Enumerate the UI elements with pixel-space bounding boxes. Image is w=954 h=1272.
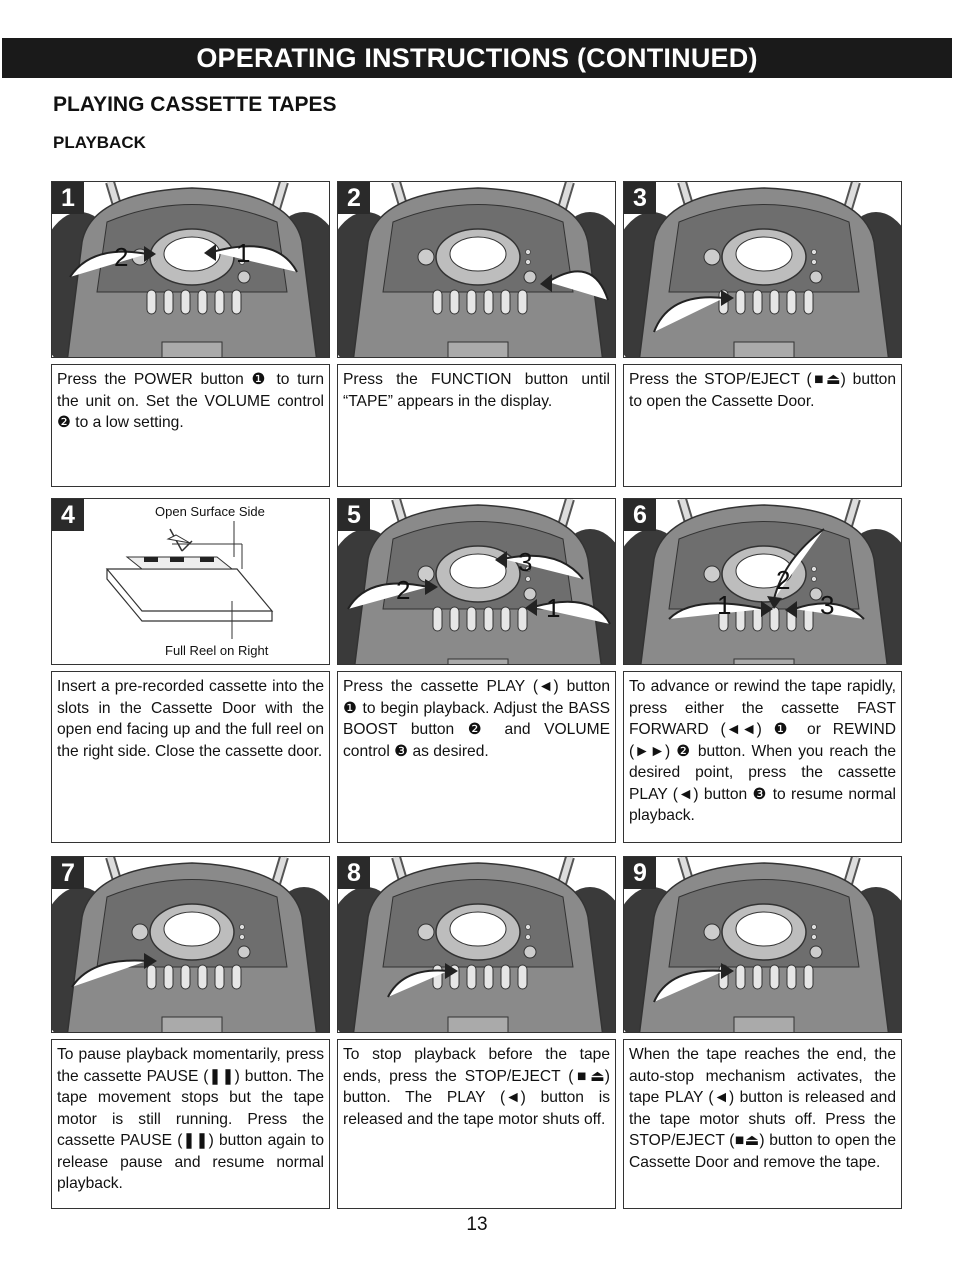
label-full-reel: Full Reel on Right xyxy=(165,643,269,658)
step-number: 5 xyxy=(338,499,370,531)
callout-1: 1 xyxy=(546,593,561,623)
step-9-text: When the tape reaches the end, the auto-stop mechanism activates, the tape PLAY (◄) button is released and the tape motor shuts off. Press the STOP/EJECT (■⏏) button to open the Cassette Door and remove the tape. xyxy=(623,1039,902,1209)
step-3-illustration xyxy=(623,181,902,358)
step-1-text: Press the POWER button ❶ to turn the unit on. Set the VOLUME control ❷ to a low setting. xyxy=(51,364,330,487)
step-number: 4 xyxy=(52,499,84,531)
step-3-text: Press the STOP/EJECT (■⏏) button to open the Cassette Door. xyxy=(623,364,902,487)
step-6-illustration xyxy=(623,498,902,665)
callout-1: 1 xyxy=(717,590,732,620)
step-2-text: Press the FUNCTION button until “TAPE” appears in the display. xyxy=(337,364,616,487)
step-number: 7 xyxy=(52,857,84,889)
page-number: 13 xyxy=(466,1214,488,1235)
step-5-text: Press the cassette PLAY (◄) button ❶ to begin playback. Adjust the BASS BOOST button ❷ and VOLUME control ❸ as desired. xyxy=(337,671,616,843)
callout-1: 1 xyxy=(236,238,251,268)
step-4-illustration xyxy=(51,498,330,665)
section-subtitle: PLAYBACK xyxy=(53,133,146,152)
step-4-text: Insert a pre-recorded cassette into the slots in the Cassette Door with the open end facing up and the full reel on the right side. Close the cassette door. xyxy=(51,671,330,843)
callout-3: 3 xyxy=(518,547,533,577)
page-header-banner: OPERATING INSTRUCTIONS (CONTINUED) xyxy=(2,38,952,78)
section-title: PLAYING CASSETTE TAPES xyxy=(53,93,337,116)
step-8-text: To stop playback before the tape ends, press the STOP/EJECT (■⏏) button. The PLAY (◄) button is released and the tape motor shuts off. xyxy=(337,1039,616,1209)
step-number: 1 xyxy=(52,182,84,214)
step-8-illustration xyxy=(337,856,616,1033)
step-number: 6 xyxy=(624,499,656,531)
step-number: 2 xyxy=(338,182,370,214)
step-7-illustration xyxy=(51,856,330,1033)
step-number: 3 xyxy=(624,182,656,214)
callout-2: 2 xyxy=(776,565,791,595)
callout-3: 3 xyxy=(820,590,835,620)
step-number: 8 xyxy=(338,857,370,889)
step-9-illustration xyxy=(623,856,902,1033)
step-7-text: To pause playback momentarily, press the cassette PAUSE (❚❚) button. The tape movement stops but the tape motor is still running. Press the cassette PAUSE (❚❚) button again to release pause and resume normal playback. xyxy=(51,1039,330,1209)
step-6-text: To advance or rewind the tape rapidly, press either the cassette FAST FORWARD (◄◄) ❶ or REWIND (►►) ❷ button. When you reach the desired point, press the cassette PLAY (◄) button ❸ to resume normal playback. xyxy=(623,671,902,843)
step-number: 9 xyxy=(624,857,656,889)
callout-2: 2 xyxy=(114,242,129,272)
label-open-surface: Open Surface Side xyxy=(155,504,265,519)
callout-2: 2 xyxy=(396,575,411,605)
step-1-illustration xyxy=(51,181,330,358)
step-5-illustration xyxy=(337,498,616,665)
step-2-illustration xyxy=(337,181,616,358)
